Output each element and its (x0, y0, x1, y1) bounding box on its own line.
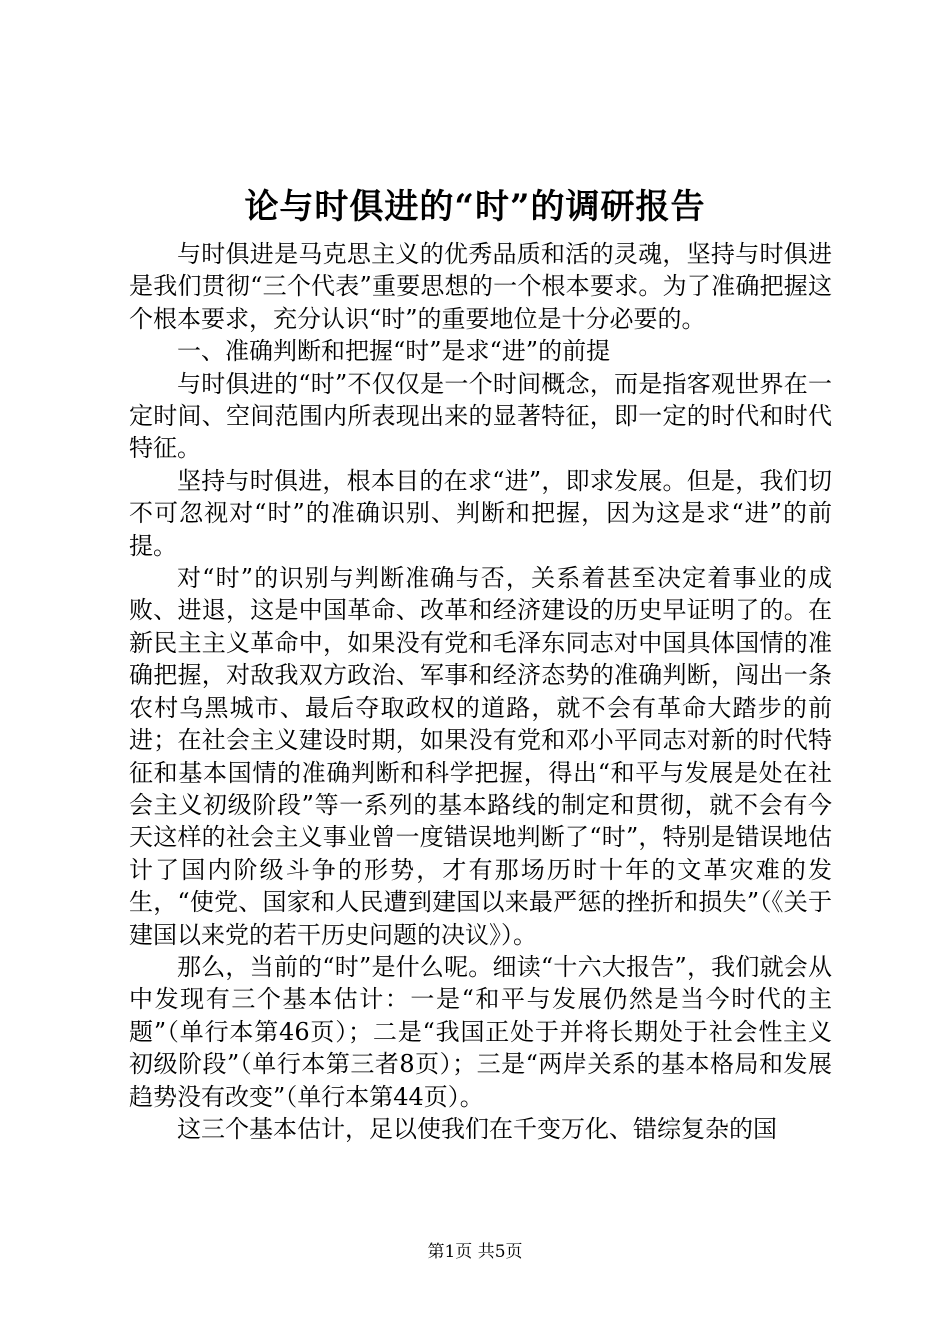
paragraph: 坚持与时俱进，根本目的在求“进”，即求发展。但是，我们切不可忽视对“时”的准确识别、判断和把握，因为这是求“进”的前提。 (129, 466, 832, 560)
document-body (129, 238, 832, 1145)
document-title: 论与时俱进的“时”的调研报告 (244, 187, 706, 227)
section-heading: 一、准确判断和把握“时”是求“进”的前提 (177, 337, 611, 366)
paragraph: 这三个基本估计，足以使我们在千变万化、错综复杂的国 (177, 1114, 777, 1143)
paragraph: 那么，当前的“时”是什么呢。细读“十六大报告”，我们就会从中发现有三个基本估计：一是“和平与发展仍然是当今时代的主题”（单行本第46页）；二是“我国正处于并将长期处于社会性主义初级阶段”（单行本第三者8页）；三是“两岸关系的基本格局和发展趋势没有改变”（单行本第44页）。 (129, 952, 832, 1111)
paragraph: 与时俱进是马克思主义的优秀品质和活的灵魂，坚持与时俱进是我们贯彻“三个代表”重要思想的一个根本要求。为了准确把握这个根本要求，充分认识“时”的重要地位是十分必要的。 (129, 240, 832, 333)
paragraph: 对“时”的识别与判断准确与否，关系着甚至决定着事业的成败、进退，这是中国革命、改革和经济建设的历史早证明了的。在新民主主义革命中，如果没有党和毛泽东同志对中国具体国情的准确把握，对敌我双方政治、军事和经济态势的准确判断，闯出一条农村乌黑城市、最后夺取政权的道路，就不会有革命大踏步的前进；在社会主义建设时期，如果没有党和邓小平同志对新的时代特征和基本国情的准确判断和科学把握，得出“和平与发展是处在社会主义初级阶段”等一系列的基本路线的制定和贯彻，就不会有今天这样的社会主义事业曾一度错误地判断了“时”，特别是错误地估计了国内阶级斗争的形势，才有那场历时十年的文革灾难的发生，“使党、国家和人民遭到建国以来最严惩的挫折和损失”（《关于建国以来党的若干历史问题的决议》）。 (129, 564, 832, 949)
page-footer: 第1页 共5页 (427, 1242, 523, 1262)
paragraph: 与时俱进的“时”不仅仅是一个时间概念，而是指客观世界在一定时间、空间范围内所表现出来的显著特征，即一定的时代和时代特征。 (129, 369, 832, 463)
